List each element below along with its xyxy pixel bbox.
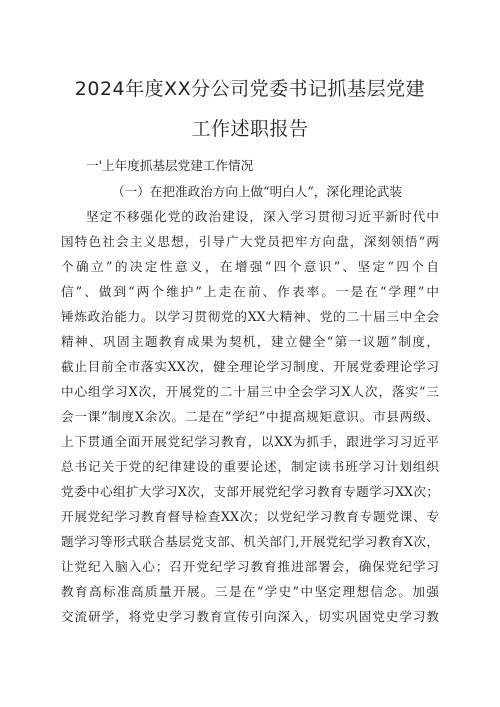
document-title-line-1: 2024年度XX分公司党委书记抓基层党建: [74, 78, 426, 100]
paragraph-line: 坚定不移强化党的政治建设，深入学习贯彻习近平新时代中: [86, 209, 439, 224]
paragraph-line: 个确立”的决定性意义，在增强“四个意识”、坚定“四个自: [61, 259, 439, 274]
paragraph-line: 会一课”制度X余次。二是在“学纪”中提高规矩意识。市县两级、: [61, 409, 439, 424]
paragraph-line: 开展党纪学习教育督导检查XX次；以党纪学习教育专题党课、专: [61, 509, 439, 524]
section-heading: 一'上年度抓基层党建工作情况: [86, 158, 254, 173]
paragraph-line: 国特色社会主义思想，引导广大党员把牢方向盘，深刻领悟“两: [61, 234, 439, 249]
paragraph-line: 锤炼政治能力。以学习贯彻党的XX大精神、党的二十届三中全会: [61, 309, 439, 324]
subheading: （一）在把准政治方向上做“明白人”，深化理论武装: [112, 184, 402, 199]
paragraph-line: 精神、巩固主题教育成果为契机，建立健全“第一议题”制度，: [61, 334, 439, 349]
paragraph-line: 中心组学习X次，开展党的二十届三中全会学习X人次，落实“三: [61, 384, 439, 399]
document-title-line-2: 工作述职报告: [191, 118, 309, 140]
paragraph-line: 交流研学，将党史学习教育宣传引向深入，切实巩固党史学习教: [61, 609, 439, 624]
paragraph-line: 让党纪入脑入心；召开党纪学习教育推进部署会，确保党纪学习: [61, 559, 439, 574]
paragraph-line: 题学习等形式联合基层党支部、机关部门,开展党纪学习教育X次，: [61, 534, 439, 549]
paragraph-line: 信”、做到“两个维护”上走在前、作表率。一是在“学理”中: [61, 284, 439, 299]
paragraph-line: 党委中心组扩大学习X次，支部开展党纪学习教育专题学习XX次；: [61, 484, 439, 499]
paragraph-line: 截止目前全市落实XX次，健全理论学习制度、开展党委理论学习: [61, 359, 439, 374]
paragraph-line: 上下贯通全面开展党纪学习教育，以XX为抓手，跟进学习习近平: [61, 434, 439, 449]
paragraph-line: 教育高标准高质量开展。三是在“学史”中坚定理想信念。加强: [61, 584, 439, 599]
paragraph-line: 总书记关于党的纪律建设的重要论述，制定读书班学习计划组织: [61, 459, 439, 474]
